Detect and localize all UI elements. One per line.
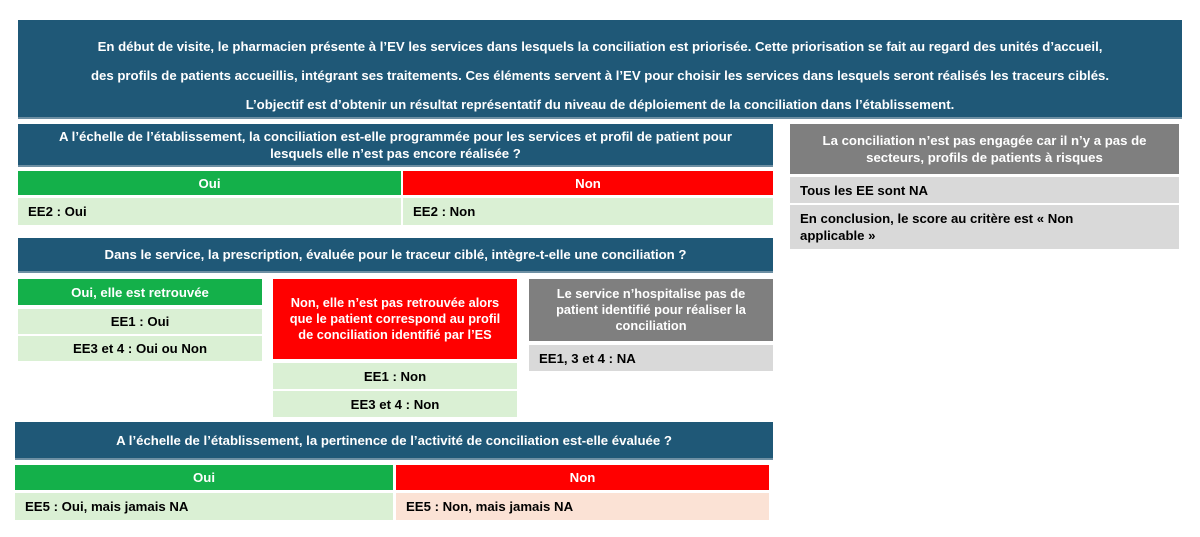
q2-oui-result-2-text: EE3 et 4 : Oui ou Non <box>72 341 208 356</box>
question-3-text: A l’échelle de l’établissement, la pertinence de l’activité de conciliation est-elle évaluée ? <box>116 432 672 448</box>
intro-line-2: des profils de patients accueillis, intégrant ses traitements. Ces éléments servent à l’EV pour choisir les services dans lesquels seront réalisés les traceurs ciblés. <box>90 68 1110 83</box>
side-result-2-text: En conclusion, le score au critère est « Non applicable » <box>800 211 1074 243</box>
q2-non-result-2 <box>273 391 517 417</box>
q2-oui-label: Oui, elle est retrouvée <box>71 284 209 300</box>
q1-non-label: Non <box>575 175 601 191</box>
side-result-1 <box>790 177 1179 203</box>
intro-banner <box>18 20 1182 119</box>
q2-oui-result-1 <box>18 309 262 334</box>
q1-oui-result <box>18 198 401 225</box>
q2-na-header <box>529 279 773 341</box>
side-result-1-text: Tous les EE sont NA <box>800 182 928 198</box>
side-result-2 <box>790 205 1179 249</box>
question-1-text: A l’échelle de l’établissement, la conciliation est-elle programmée pour les services et profil de patient pour lesquels elle n’est pas encore réalisée ? <box>58 128 732 161</box>
q3-oui-label: Oui <box>193 470 215 485</box>
q3-non-result <box>396 493 769 520</box>
q3-non-header <box>396 465 769 490</box>
q1-non-result-text: EE2 : Non <box>413 204 476 219</box>
q2-oui-result-1-text: EE1 : Oui <box>110 314 170 329</box>
q1-oui-header <box>18 171 401 195</box>
q2-oui-result-2 <box>18 336 262 361</box>
question-2-header <box>18 238 773 273</box>
intro-line-1: En début de visite, le pharmacien présente à l’EV les services dans lesquels la conciliation est priorisée. Cette priorisation se fait au regard des unités d’accueil, <box>97 39 1103 54</box>
q2-na-result-text: EE1, 3 et 4 : NA <box>539 350 636 366</box>
question-2-text: Dans le service, la prescription, évaluée pour le traceur ciblé, intègre-t-elle une conciliation ? <box>104 247 687 262</box>
q3-oui-result-text: EE5 : Oui, mais jamais NA <box>25 499 189 514</box>
q1-oui-label: Oui <box>198 175 221 191</box>
q2-oui-header <box>18 279 262 305</box>
q3-oui-header <box>15 465 393 490</box>
q3-non-label: Non <box>569 470 596 485</box>
question-1-header <box>18 124 773 167</box>
q3-oui-result <box>15 493 393 520</box>
intro-line-3: L’objectif est d’obtenir un résultat représentatif du niveau de déploiement de la conciliation dans l’établissement. <box>245 97 955 112</box>
q2-non-result-1 <box>273 363 517 389</box>
q2-non-label: Non, elle n’est pas retrouvée alors que le patient correspond au profil de conciliation identifié par l’ES <box>289 295 501 342</box>
q1-non-result <box>403 198 773 225</box>
q2-na-label: Le service n’hospitalise pas de patient identifié pour réaliser la conciliation <box>556 286 746 333</box>
side-header <box>790 124 1179 174</box>
side-header-text: La conciliation n’est pas engagée car il n’y a pas de secteurs, profils de patients à risques <box>822 133 1147 165</box>
q3-non-result-text: EE5 : Non, mais jamais NA <box>406 499 574 514</box>
q2-na-result <box>529 345 773 371</box>
q1-oui-result-text: EE2 : Oui <box>28 204 87 219</box>
q1-non-header <box>403 171 773 195</box>
question-3-header <box>15 422 773 460</box>
q2-non-header <box>273 279 517 359</box>
q2-non-result-1-text: EE1 : Non <box>363 368 427 384</box>
q2-non-result-2-text: EE3 et 4 : Non <box>350 396 440 412</box>
